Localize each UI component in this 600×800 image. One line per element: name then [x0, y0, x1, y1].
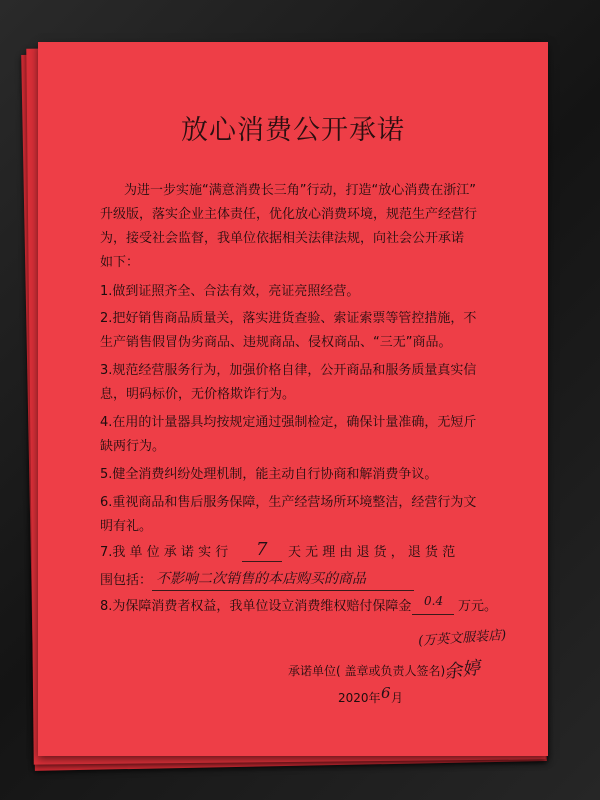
commitment-document	[38, 42, 548, 756]
date-month-suffix: 月	[391, 691, 404, 705]
item-4-line: 缺两行为。	[100, 439, 166, 454]
item-8-amount-underline	[412, 614, 454, 615]
document-title: 放心消费公开承诺	[181, 115, 405, 146]
item-7-scope-value: 不影响二次销售的本店购买的商品	[156, 571, 366, 587]
intro-line: 升级版，落实企业主体责任，优化放心消费环境，规范生产经营行	[100, 207, 478, 222]
handwritten-signature: 余婷	[442, 657, 482, 684]
handwritten-company-name: (万英文服装店)	[417, 627, 507, 650]
intro-line: 为，接受社会监督，我单位依据相关法律法规，向社会公开承诺	[100, 231, 465, 246]
item-7-scope-underline	[152, 590, 414, 591]
item-6-line: 明有礼。	[100, 519, 153, 534]
item-7-suffix: 天 无 理 由 退 货 ， 退 货 范	[288, 545, 456, 560]
item-2-line: 生产销售假冒伪劣商品、违规商品、侵权商品、“三无”商品。	[100, 335, 452, 350]
item-3-line: 3.规范经营服务行为，加强价格自律，公开商品和服务质量真实信	[100, 363, 477, 378]
item-7-days-value: 7	[256, 539, 268, 560]
item-4-line: 4.在用的计量器具均按规定通过强制检定，确保计量准确，无短斤	[100, 415, 477, 430]
item-7-days-underline	[242, 561, 282, 562]
item-2-line: 2.把好销售商品质量关，落实进货查验、索证索票等管控措施，不	[100, 311, 477, 326]
item-6-line: 6.重视商品和售后服务保障，生产经营场所环境整洁，经营行为文	[100, 495, 477, 510]
intro-line: 为进一步实施“满意消费长三角”行动，打造“放心消费在浙江”	[124, 183, 476, 198]
item-1: 1.做到证照齐全、合法有效，亮证亮照经营。	[100, 284, 360, 299]
signature-label: 承诺单位( 盖章或负责人签名)：	[288, 664, 458, 678]
item-8-prefix: 8.为保障消费者权益，我单位设立消费维权赔付保障金	[100, 599, 412, 614]
date-year: 2020年	[338, 691, 381, 705]
item-3-line: 息，明码标价，无价格欺诈行为。	[100, 387, 296, 402]
item-7-scope-label: 围包括：	[100, 573, 153, 588]
item-8-amount-value: 0.4	[424, 594, 444, 608]
intro-line: 如下：	[100, 255, 140, 270]
item-7-prefix: 7.我 单 位 承 诺 实 行	[100, 545, 229, 560]
item-8-unit: 万元。	[458, 599, 498, 614]
date-month-value: 6	[381, 684, 391, 702]
item-5: 5.健全消费纠纷处理机制，能主动自行协商和解消费争议。	[100, 467, 438, 482]
